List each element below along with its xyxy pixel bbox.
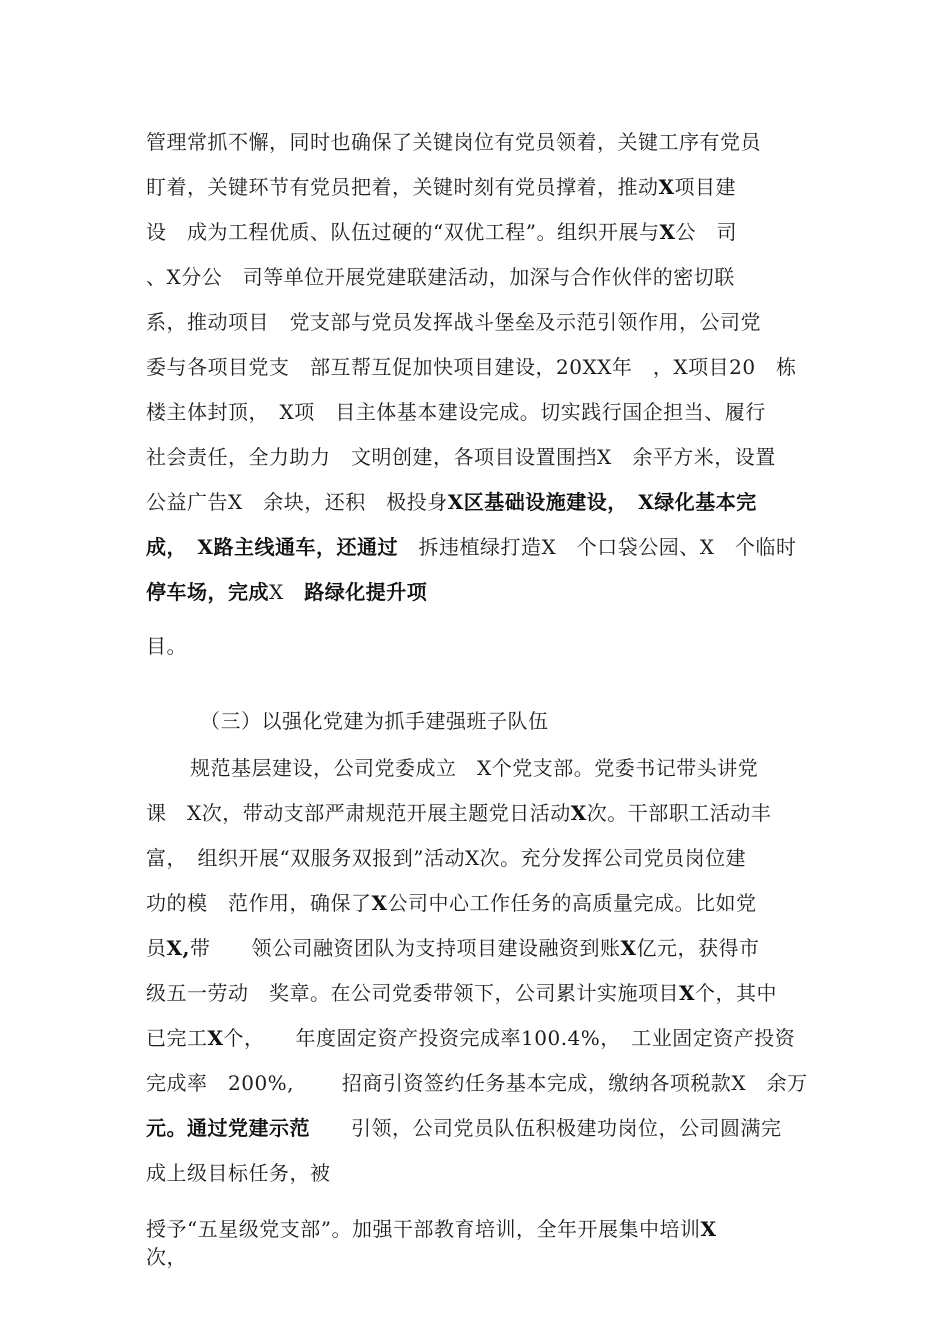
text-run: 楼主体封顶， X项 目主体基本建设完成。切实践行国企担当、履行 xyxy=(146,400,766,424)
text-line xyxy=(146,1215,716,1243)
bold-text-run: X xyxy=(620,936,637,960)
text-line xyxy=(190,754,758,782)
text-line xyxy=(146,1069,808,1097)
text-line xyxy=(146,1243,187,1271)
text-line xyxy=(146,1114,782,1142)
bold-text-run: X xyxy=(700,1217,717,1241)
text-line xyxy=(146,979,777,1007)
text-run: 富， 组织开展“双服务双报到”活动X次。充分发挥公司党员岗位建 xyxy=(146,846,747,870)
bold-text-run: X xyxy=(207,1026,224,1050)
text-line xyxy=(146,1024,795,1052)
text-line xyxy=(146,308,761,336)
text-run: X xyxy=(269,580,305,604)
text-line xyxy=(146,799,771,827)
text-run: 课 X次，带动支部严肃规范开展主题党日活动 xyxy=(146,801,571,825)
text-line xyxy=(146,173,736,201)
bold-text-run: X区基础设施建设， X绿化基本完 xyxy=(447,490,757,514)
text-line xyxy=(146,128,761,156)
text-run: 社会责任，全力助力 文明创建，各项目设置围挡X 余平方米，设置 xyxy=(146,445,776,469)
text-run: 功的模 范作用，确保了 xyxy=(146,891,372,915)
text-run: 次， xyxy=(146,1245,187,1269)
bold-text-run: X xyxy=(371,891,388,915)
bold-text-run: 元。通过党建示范 xyxy=(146,1116,310,1140)
bold-text-run: X, xyxy=(166,936,190,960)
orphan-line: 目。 xyxy=(146,634,187,658)
text-run: 亿元，获得市 xyxy=(636,936,760,960)
text-line xyxy=(146,578,427,606)
text-line xyxy=(146,398,766,426)
text-run: 个，其中 xyxy=(695,981,778,1005)
text-line xyxy=(146,218,737,246)
text-line xyxy=(146,844,746,872)
text-run: 授予“五星级党支部”。加强干部教育培训，全年开展集中培训 xyxy=(146,1217,701,1241)
text-run: 带 领公司融资团队为支持项目建设融资到账 xyxy=(189,936,621,960)
text-line xyxy=(146,533,797,561)
text-run: 个， 年度固定资产投资完成率100.4%， 工业固定资产投资 xyxy=(223,1026,796,1050)
text-run: 委与各项目党支 部互帮互促加快项目建设，20XX年 ，X项目20 栋 xyxy=(146,355,797,379)
text-run: 、X分公 司等单位开展党建联建活动，加深与合作伙伴的密切联 xyxy=(146,265,735,289)
text-line xyxy=(146,889,757,917)
text-run: 拆违植绿打造X 个口袋公园、X 个临时 xyxy=(398,535,797,559)
text-line xyxy=(146,353,797,381)
text-run: 设 成为工程优质、队伍过硬的“双优工程”。组织开展与 xyxy=(146,220,660,244)
text-run: 引领，公司党员队伍积极建功岗位，公司圆满完 xyxy=(310,1116,782,1140)
bold-text-run: 路绿化提升项 xyxy=(304,580,428,604)
text-run: 成上级目标任务，被 xyxy=(146,1161,331,1185)
text-line xyxy=(146,934,760,962)
text-run: 系，推动项目 党支部与党员发挥战斗堡垒及示范引领作用，公司党 xyxy=(146,310,761,334)
section-heading: （三）以强化党建为抓手建强班子队伍 xyxy=(200,709,549,733)
text-line xyxy=(146,1159,331,1187)
text-run: 规范基层建设，公司党委成立 X个党支部。党委书记带头讲党 xyxy=(190,756,759,780)
bold-text-run: X xyxy=(658,175,675,199)
text-run: 员 xyxy=(146,936,167,960)
bold-text-run: 成， X路主线通车，还通过 xyxy=(146,535,399,559)
bold-text-run: X xyxy=(570,801,587,825)
text-run: 公司中心工作任务的高质量完成。比如党 xyxy=(387,891,757,915)
text-run: 公 司 xyxy=(675,220,737,244)
text-run: 已完工 xyxy=(146,1026,208,1050)
text-run: 管理常抓不懈，同时也确保了关键岗位有党员领着，关键工序有党员 xyxy=(146,130,761,154)
text-line xyxy=(146,488,757,516)
text-run: 公益广告X 余块，还积 极投身 xyxy=(146,490,448,514)
text-run: 盯着，关键环节有党员把着，关键时刻有党员撑着，推动 xyxy=(146,175,659,199)
text-line xyxy=(146,263,735,291)
bold-text-run: X xyxy=(659,220,676,244)
bold-text-run: 停车场，完成 xyxy=(146,580,269,604)
text-run: 级五一劳动 奖章。在公司党委带领下，公司累计实施项目 xyxy=(146,981,679,1005)
text-run: 完成率 200%, 招商引资签约任务基本完成，缴纳各项税款X 余万 xyxy=(146,1071,808,1095)
text-run: 次。干部职工活动丰 xyxy=(586,801,772,825)
text-line xyxy=(146,443,776,471)
bold-text-run: X xyxy=(679,981,696,1005)
text-run: 项目建 xyxy=(674,175,737,199)
